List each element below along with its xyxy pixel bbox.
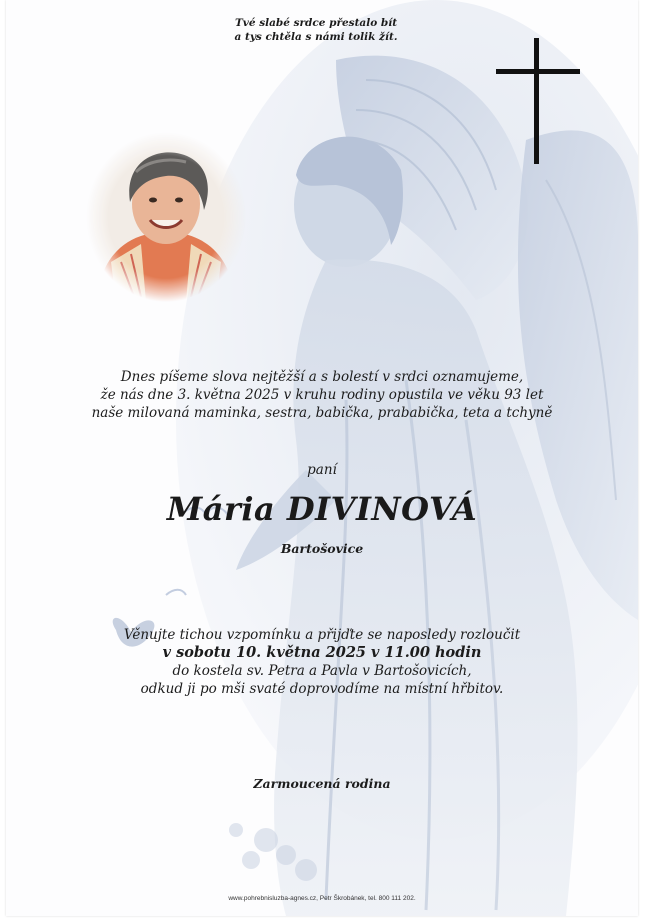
deceased-city: Bartošovice: [280, 541, 364, 556]
funeral-line-4: odkud ji po mši svaté doprovodíme na místní hřbitov.: [140, 681, 504, 697]
intro-line-1: Dnes píšeme slova nejtěžší a s bolestí v srdci oznamujeme,: [120, 369, 524, 385]
funeral-line-3: do kostela sv. Petra a Pavla v Bartošovicích,: [172, 663, 472, 679]
funeral-details: [6, 626, 638, 698]
verse-line-1: Tvé slabé srdce přestalo bít: [234, 17, 398, 29]
intro-line-3: naše milovaná maminka, sestra, babička, prababička, teta a tchyně: [91, 405, 553, 421]
funeral-service-footer: www.pohrebnisluzba-agnes.cz, Petr Škrobánek, tel. 800 111 202.: [228, 895, 416, 902]
funeral-date-time: v sobotu 10. května 2025 v 11.00 hodin: [162, 644, 482, 661]
verse-line-2: a tys chtěla s námi tolik žít.: [234, 31, 398, 43]
deceased-portrait: [86, 132, 246, 302]
announcement-text: [6, 368, 638, 422]
obituary-sheet: [6, 0, 638, 916]
honorific: paní: [307, 462, 337, 478]
latin-cross-icon: [496, 38, 580, 164]
intro-line-2: že nás dne 3. května 2025 v kruhu rodiny opustila ve věku 93 let: [100, 387, 544, 403]
deceased-name: Mária DIVINOVÁ: [166, 490, 478, 528]
family-signature: Zarmoucená rodina: [253, 776, 391, 791]
memorial-verse: [186, 16, 446, 44]
funeral-line-1: Věnujte tichou vzpomínku a přijďte se naposledy rozloučit: [123, 627, 521, 643]
